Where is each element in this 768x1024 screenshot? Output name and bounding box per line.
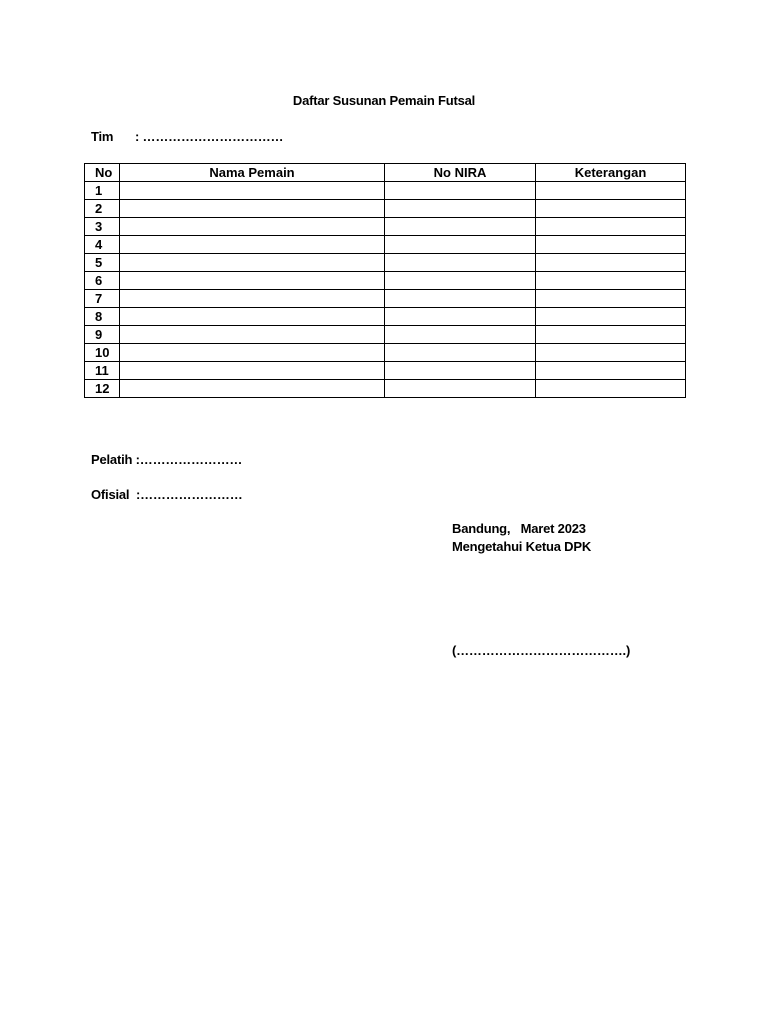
cell-no: 12: [85, 380, 120, 398]
header-no-nira: No NIRA: [385, 164, 536, 182]
coach-field: [91, 452, 242, 467]
cell-nama-pemain: [120, 290, 385, 308]
cell-no: 4: [85, 236, 120, 254]
official-label: Ofisial: [91, 487, 130, 502]
table-row: [85, 380, 686, 398]
roster-body: [85, 182, 686, 398]
cell-no-nira: [385, 272, 536, 290]
cell-nama-pemain: [120, 254, 385, 272]
cell-no-nira: [385, 344, 536, 362]
table-row: [85, 272, 686, 290]
header-keterangan: Keterangan: [536, 164, 686, 182]
cell-no: 8: [85, 308, 120, 326]
signature-line: (………………………………….): [452, 643, 631, 658]
coach-label: Pelatih: [91, 452, 133, 467]
cell-nama-pemain: [120, 182, 385, 200]
cell-no: 5: [85, 254, 120, 272]
cell-no-nira: [385, 200, 536, 218]
cell-no-nira: [385, 218, 536, 236]
cell-no: 6: [85, 272, 120, 290]
document-title: Daftar Susunan Pemain Futsal: [292, 93, 476, 108]
cell-nama-pemain: [120, 308, 385, 326]
cell-keterangan: [536, 380, 686, 398]
cell-keterangan: [536, 182, 686, 200]
cell-keterangan: [536, 218, 686, 236]
cell-nama-pemain: [120, 344, 385, 362]
header-no: No: [85, 164, 120, 182]
cell-keterangan: [536, 254, 686, 272]
cell-no: 2: [85, 200, 120, 218]
team-value: : ……………………………: [135, 129, 284, 144]
coach-value: :……………………: [135, 452, 243, 467]
cell-nama-pemain: [120, 200, 385, 218]
cell-no: 7: [85, 290, 120, 308]
cell-keterangan: [536, 308, 686, 326]
cell-keterangan: [536, 290, 686, 308]
cell-no-nira: [385, 362, 536, 380]
cell-no-nira: [385, 236, 536, 254]
cell-nama-pemain: [120, 272, 385, 290]
player-roster-table: [84, 163, 686, 398]
table-row: [85, 326, 686, 344]
team-field: [91, 129, 283, 144]
cell-no: 1: [85, 182, 120, 200]
table-row: [85, 236, 686, 254]
table-row: [85, 200, 686, 218]
cell-nama-pemain: [120, 326, 385, 344]
team-label: Tim: [91, 129, 114, 144]
cell-keterangan: [536, 344, 686, 362]
cell-no: 9: [85, 326, 120, 344]
cell-keterangan: [536, 236, 686, 254]
cell-nama-pemain: [120, 362, 385, 380]
signature-block: [452, 520, 591, 556]
cell-no-nira: [385, 182, 536, 200]
cell-no-nira: [385, 326, 536, 344]
cell-no-nira: [385, 290, 536, 308]
cell-no: 3: [85, 218, 120, 236]
cell-no: 11: [85, 362, 120, 380]
cell-keterangan: [536, 326, 686, 344]
official-field: [91, 487, 243, 502]
place-date: Bandung, Maret 2023: [452, 521, 586, 536]
cell-no-nira: [385, 254, 536, 272]
official-value: :……………………: [136, 487, 243, 502]
cell-keterangan: [536, 200, 686, 218]
table-row: [85, 308, 686, 326]
cell-nama-pemain: [120, 380, 385, 398]
cell-no-nira: [385, 308, 536, 326]
cell-keterangan: [536, 272, 686, 290]
acknowledged-by: Mengetahui Ketua DPK: [452, 539, 592, 554]
cell-nama-pemain: [120, 236, 385, 254]
table-row: [85, 344, 686, 362]
cell-nama-pemain: [120, 218, 385, 236]
cell-keterangan: [536, 362, 686, 380]
table-row: [85, 290, 686, 308]
cell-no: 10: [85, 344, 120, 362]
table-row: [85, 362, 686, 380]
table-row: [85, 182, 686, 200]
header-nama-pemain: Nama Pemain: [120, 164, 385, 182]
table-row: [85, 218, 686, 236]
table-header-row: [85, 164, 686, 182]
table-row: [85, 254, 686, 272]
cell-no-nira: [385, 380, 536, 398]
